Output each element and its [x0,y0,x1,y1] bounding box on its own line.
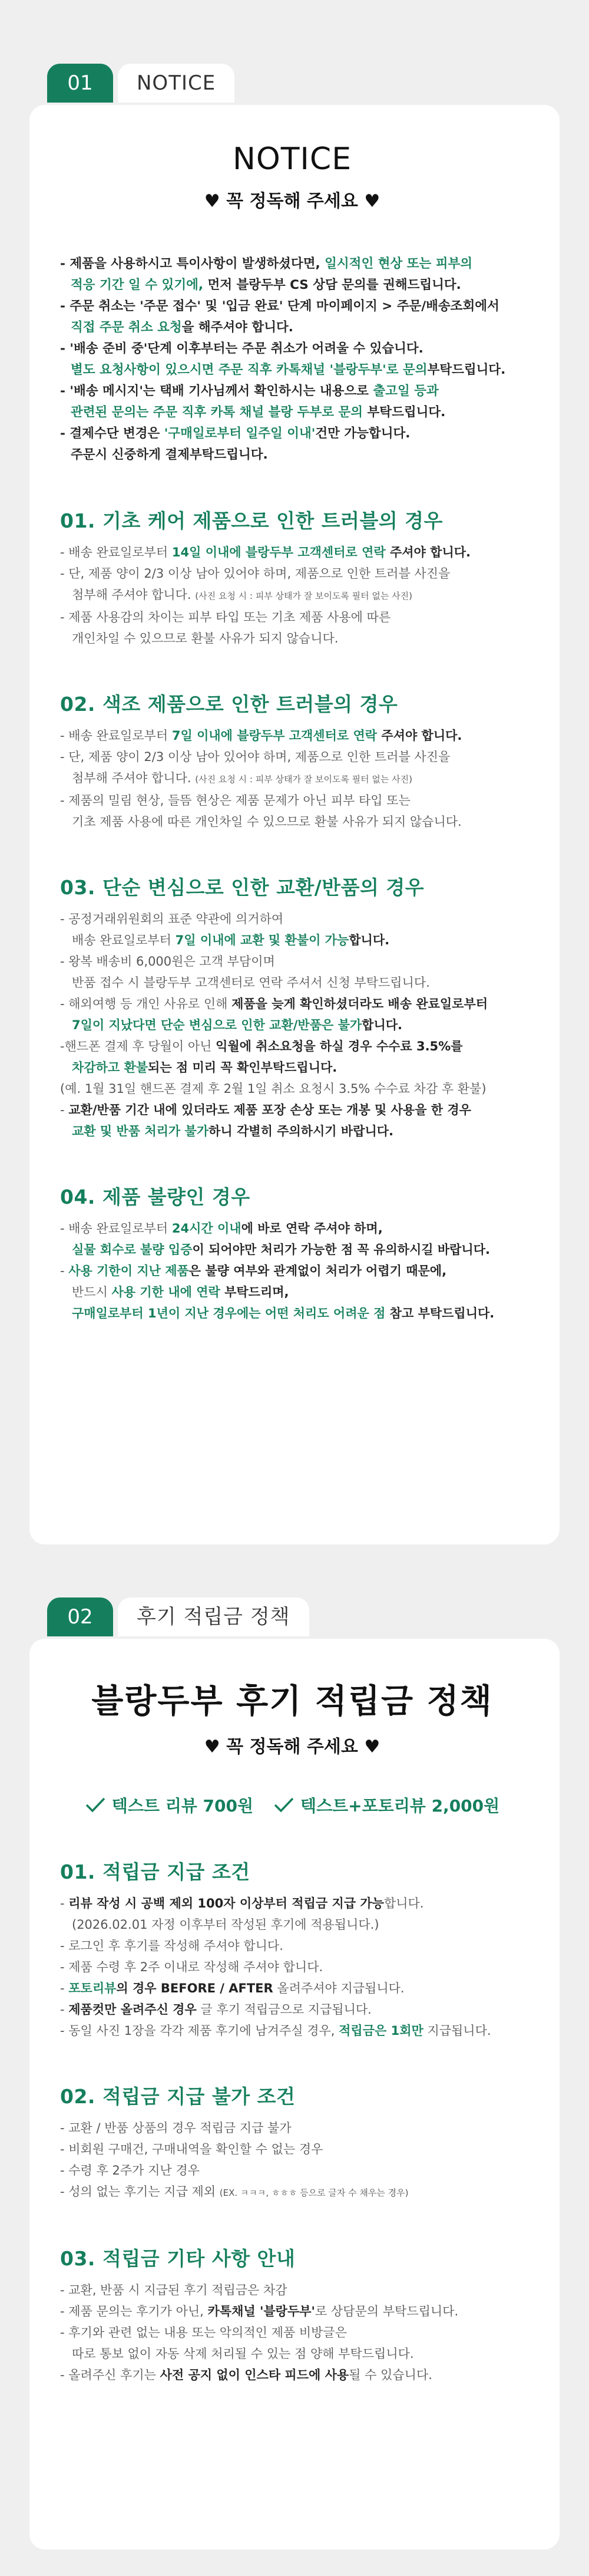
text-segment: - [60,1103,69,1117]
text-segment: - 로그인 후 후기를 작성해 주셔야 합니다. [60,1939,283,1953]
text-line [60,2301,524,2322]
text-segment: 로 상담문의 부탁드립니다. [315,2304,459,2318]
text-line [60,1914,524,1935]
text-line [60,1978,524,1999]
text-segment: - 동일 사진 1장을 각각 제품 후기에 남겨주실 경우, [60,2024,339,2038]
text-segment: 부탁드립니다. [427,363,506,377]
text-line [60,2139,524,2160]
text-segment: 따로 통보 없이 자동 삭제 처리될 수 있는 점 양해 부탁드립니다. [72,2347,414,2361]
text-segment: - 후기와 관련 없는 내용 또는 악의적인 제품 비방글은 [60,2325,347,2340]
text-segment: 익월에 취소요청을 하실 경우 수수료 3.5%를 [216,1039,463,1053]
text-line [60,972,524,993]
text-segment: 관련된 문의는 주문 직후 카톡 채널 블랑 두부로 문의 [71,405,363,420]
section-body [60,2279,524,2386]
notice-tab-label: NOTICE [118,64,234,103]
text-segment: - 배송 완료일로부터 [60,1221,172,1236]
text-line [60,584,524,607]
text-segment: -핸드폰 결제 후 당월이 아닌 [60,1039,216,1053]
text-segment: - [60,1264,69,1278]
text-segment: 부탁드리며, [220,1285,289,1299]
text-segment: - 왕복 배송비 6,000원은 고객 부담이며 [60,954,275,969]
text-line [60,1282,524,1303]
text-segment: 은 불량 여부와 관계없이 처리가 어렵기 때문에, [188,1264,447,1278]
text-line [60,2117,524,2139]
section-heading: 03. 적립금 기타 사항 안내 [60,2247,296,2270]
text-line [60,1078,524,1099]
text-line [60,993,524,1014]
text-segment: 실물 회수로 불량 입증 [72,1243,193,1257]
text-segment: 사용 기한이 지난 제품 [68,1264,189,1278]
text-line [60,381,524,402]
text-segment: - 비회원 구매건, 구매내역을 확인할 수 없는 경우 [60,2142,323,2156]
review-title: 블랑두부 후기 적립금 정책 [91,1682,493,1721]
text-line [60,1935,524,1956]
text-segment: '구매일로부터 일주일 이내' [164,426,316,441]
section-heading: 01. 기초 케어 제품으로 인한 트러블의 경우 [60,509,443,532]
text-segment: - 교환 / 반품 상품의 경우 적립금 지급 불가 [60,2121,292,2135]
text-review-reward-label: 텍스트 리뷰 700원 [111,1796,254,1816]
text-segment: 합니다. [362,1018,402,1032]
text-segment: 사전 공지 없이 인스타 피드에 사용 [160,2368,349,2382]
change-of-mind-section [60,872,524,1142]
text-line [60,607,524,628]
text-segment: 기초 제품 사용에 따른 개인차일 수 있으므로 환불 사유가 되지 않습니다. [72,815,462,829]
text-line [60,1036,524,1057]
text-line [60,444,524,466]
notice-subtitle: ♥ 꼭 정독해 주세요 ♥ [204,191,380,212]
review-tab-label: 후기 적립금 정책 [118,1597,309,1636]
text-segment: - 주문 취소는 '주문 접수' 및 '입금 완료' 단계 마이페이지 > 주문/배송조회에서 [60,299,499,314]
text-line [60,1999,524,2020]
text-segment: - 단, 제품 양이 2/3 이상 남아 있어야 하며, 제품으로 인한 트러블 사진을 [60,566,451,581]
text-line [60,746,524,767]
text-line [60,2181,524,2203]
text-line [60,1099,524,1121]
text-line [60,317,524,338]
check-icon [85,1797,106,1813]
check-icon [273,1797,294,1813]
text-segment: 하니 각별히 주의하시기 바랍니다. [209,1124,394,1138]
text-segment: (예. 1월 31일 핸드폰 결제 후 2월 1일 취소 요청시 3.5% 수수료 차감 후 환불) [60,1082,487,1096]
section-body [60,725,524,832]
text-segment: 올려주셔야 지급됩니다. [273,1981,405,1995]
text-segment: - '배송 메시지'는 택배 기사님께서 확인하시는 내용으로 [60,384,373,398]
text-review-reward [85,1793,253,1817]
section-body [60,1218,524,1324]
text-segment: - 성의 없는 후기는 지급 제외 [60,2185,220,2199]
text-line [60,423,524,444]
text-segment: - 제품 수령 후 2주 이내로 작성해 주셔야 합니다. [60,1960,323,1974]
trouble-basic-section [60,506,524,649]
text-segment: (EX. ㅋㅋㅋ, ㅎㅎㅎ 등으로 글자 수 채우는 경우) [219,2188,409,2198]
text-segment: 24시간 이내 [171,1221,241,1236]
text-segment: 에 바로 연락 주셔야 하며, [241,1221,383,1236]
text-segment: 차감하고 환불 [72,1060,148,1075]
text-segment: 7일이 지났다면 단순 변심으로 인한 교환/반품은 불가 [72,1018,362,1032]
text-segment: 7일 이내에 교환 및 환불이 가능 [175,933,349,947]
text-line [60,542,524,563]
text-segment: 구매일로부터 1년이 지난 경우에는 어떤 처리도 어려운 점 [72,1306,386,1320]
reward-amounts [60,1793,524,1817]
text-line [60,725,524,746]
text-segment: 제품을 늦게 확인하셨더라도 배송 완료일로부터 [231,997,488,1011]
text-segment: 합니다. [349,933,390,947]
review-tab-number: 02 [47,1597,113,1636]
text-segment: 되는 점 미리 꼭 확인부탁드립니다. [148,1060,337,1075]
text-segment: 참고 부탁드립니다. [385,1306,495,1320]
text-segment: 을 해주셔야 합니다. [181,320,293,335]
text-segment: - 공정거래위원회의 표준 약관에 의거하여 [60,912,284,926]
text-segment: - 배송 완료일로부터 [60,729,172,743]
text-line [60,296,524,317]
review-policy-section [29,1544,560,2549]
notice-card [29,105,560,1544]
text-line [60,2020,524,2041]
text-segment: 주문시 신중하게 결제부탁드립니다. [71,447,268,462]
text-segment: 의 경우 BEFORE / AFTER [116,1981,273,1995]
text-segment: (2026.02.01 자정 이후부터 작성된 후기에 적용됩니다.) [72,1918,379,1932]
text-segment: - 제품 문의는 후기가 아닌, [60,2304,208,2318]
text-line [60,2322,524,2343]
text-segment: - 결제수단 변경은 [60,426,164,441]
text-segment: 첨부해 주셔야 합니다. [72,588,196,602]
text-segment: 건만 가능합니다. [315,426,411,441]
review-subtitle: ♥ 꼭 정독해 주세요 ♥ [204,1737,380,1757]
text-line [60,1893,524,1914]
text-segment: 주셔야 합니다. [377,729,462,743]
text-segment: - [60,1981,69,1995]
text-segment: 별도 요청사항이 있으시면 주문 직후 카톡채널 '블랑두부'로 문의 [71,363,428,377]
text-segment: - 수령 후 2주가 지난 경우 [60,2163,200,2178]
text-segment: 반품 접수 시 블랑두부 고객센터로 연락 주셔서 신청 부탁드립니다. [72,976,430,990]
text-segment: 직접 주문 취소 요청 [71,320,182,335]
text-segment: - 올려주신 후기는 [60,2368,160,2382]
text-segment: 교환 및 반품 처리가 불가 [72,1124,209,1138]
text-line [60,253,524,275]
text-line [60,628,524,649]
text-segment: - 교환, 반품 시 지급된 후기 적립금은 차감 [60,2283,287,2297]
text-segment: 적응 기간 일 수 있기에, [71,278,204,292]
text-segment: 지급됩니다. [423,2024,491,2038]
section-body [60,2117,524,2203]
text-segment: 교환/반품 기간 내에 있더라도 제품 포장 손상 또는 개봉 및 사용을 한 경우 [68,1103,471,1117]
text-line [60,563,524,584]
text-segment: 먼저 블랑두부 CS 상담 문의를 권해드립니다. [203,278,461,292]
text-line [60,790,524,811]
review-tab-header [29,1597,560,1639]
reward-exclusions-section [60,2081,524,2203]
notice-intro [60,253,524,466]
notice-tab-header [29,64,560,105]
text-line [60,1303,524,1324]
text-line [60,2343,524,2364]
text-segment: 배송 완료일로부터 [72,933,176,947]
section-heading: 01. 적립금 지급 조건 [60,1860,250,1883]
text-segment: 제품컷만 올려주신 경우 [68,2002,197,2017]
text-line [60,2364,524,2386]
text-line [60,1057,524,1078]
text-line [60,767,524,790]
text-segment: 14일 이내에 블랑두부 고객센터로 연락 [171,545,386,559]
text-line [60,1260,524,1282]
text-segment: 리뷰 작성 시 공백 제외 100자 이상부터 적립금 지급 가능 [68,1896,384,1910]
text-line [60,908,524,930]
text-line [60,275,524,296]
section-heading: 04. 제품 불량인 경우 [60,1185,250,1208]
section-heading: 02. 적립금 지급 불가 조건 [60,2085,296,2108]
text-segment: - [60,2002,69,2017]
text-segment: 반드시 [72,1285,112,1299]
text-segment: 7일 이내에 블랑두부 고객센터로 연락 [171,729,378,743]
text-line [60,930,524,951]
text-segment: 합니다. [383,1896,424,1910]
section-heading: 03. 단순 변심으로 인한 교환/반품의 경우 [60,876,425,899]
text-line [60,402,524,423]
text-segment: 될 수 있습니다. [349,2368,432,2382]
notice-title: NOTICE [232,141,352,177]
review-card [29,1639,560,2549]
photo-review-reward-label: 텍스트+포토리뷰 2,000원 [300,1796,500,1816]
text-line [60,2279,524,2301]
text-segment: - 제품 사용감의 차이는 피부 타입 또는 기초 제품 사용에 따른 [60,610,391,624]
text-segment: 개인차일 수 있으므로 환불 사유가 되지 않습니다. [72,631,339,645]
text-segment: - 배송 완료일로부터 [60,545,172,559]
text-line [60,1956,524,1978]
text-line [60,2160,524,2181]
text-line [60,360,524,381]
text-segment: - [60,1896,69,1910]
text-segment: - '배송 준비 중'단계 이후부터는 주문 취소가 어려울 수 있습니다. [60,341,423,356]
text-segment: 카톡채널 '블랑두부' [207,2304,315,2318]
text-segment: 일시적인 현상 또는 피부의 [325,256,473,271]
text-line [60,1121,524,1142]
text-segment: - 해외여행 등 개인 사유로 인해 [60,997,232,1011]
text-segment: 포토리뷰 [68,1981,117,1995]
text-segment: (사진 요청 시 : 피부 상태가 잘 보이도록 필터 없는 사진) [195,591,413,601]
section-body [60,908,524,1142]
text-segment: - 단, 제품 양이 2/3 이상 남아 있어야 하며, 제품으로 인한 트러블 사진을 [60,750,451,764]
trouble-makeup-section [60,689,524,832]
text-segment: 사용 기한 내에 연락 [111,1285,220,1299]
text-segment: 첨부해 주셔야 합니다. [72,771,196,785]
text-line [60,1014,524,1036]
text-line [60,1218,524,1239]
reward-conditions-section [60,1857,524,2041]
text-segment: (사진 요청 시 : 피부 상태가 잘 보이도록 필터 없는 사진) [195,774,413,785]
text-segment: 주셔야 합니다. [385,545,471,559]
notice-tab-number: 01 [47,64,113,103]
text-segment: 출고일 등과 [373,384,439,398]
text-line [60,951,524,972]
section-body [60,1893,524,2041]
reward-other-section [60,2244,524,2386]
text-segment: 이 되어야만 처리가 가능한 점 꼭 유의하시길 바랍니다. [192,1243,490,1257]
photo-review-reward [273,1793,499,1817]
text-segment: 부탁드립니다. [363,405,446,420]
section-body [60,542,524,649]
defective-product-section [60,1182,524,1324]
text-segment: 적립금은 1회만 [339,2024,423,2038]
notice-section [29,0,560,1544]
text-line [60,338,524,360]
section-heading: 02. 색조 제품으로 인한 트러블의 경우 [60,693,398,716]
text-line [60,1239,524,1260]
text-segment: - 제품을 사용하시고 특이사항이 발생하셨다면, [60,256,325,271]
text-segment: - 제품의 밀림 현상, 들뜸 현상은 제품 문제가 아닌 피부 타입 또는 [60,793,411,808]
text-segment: 글 후기 적립금으로 지급됩니다. [196,2002,372,2017]
text-line [60,811,524,832]
